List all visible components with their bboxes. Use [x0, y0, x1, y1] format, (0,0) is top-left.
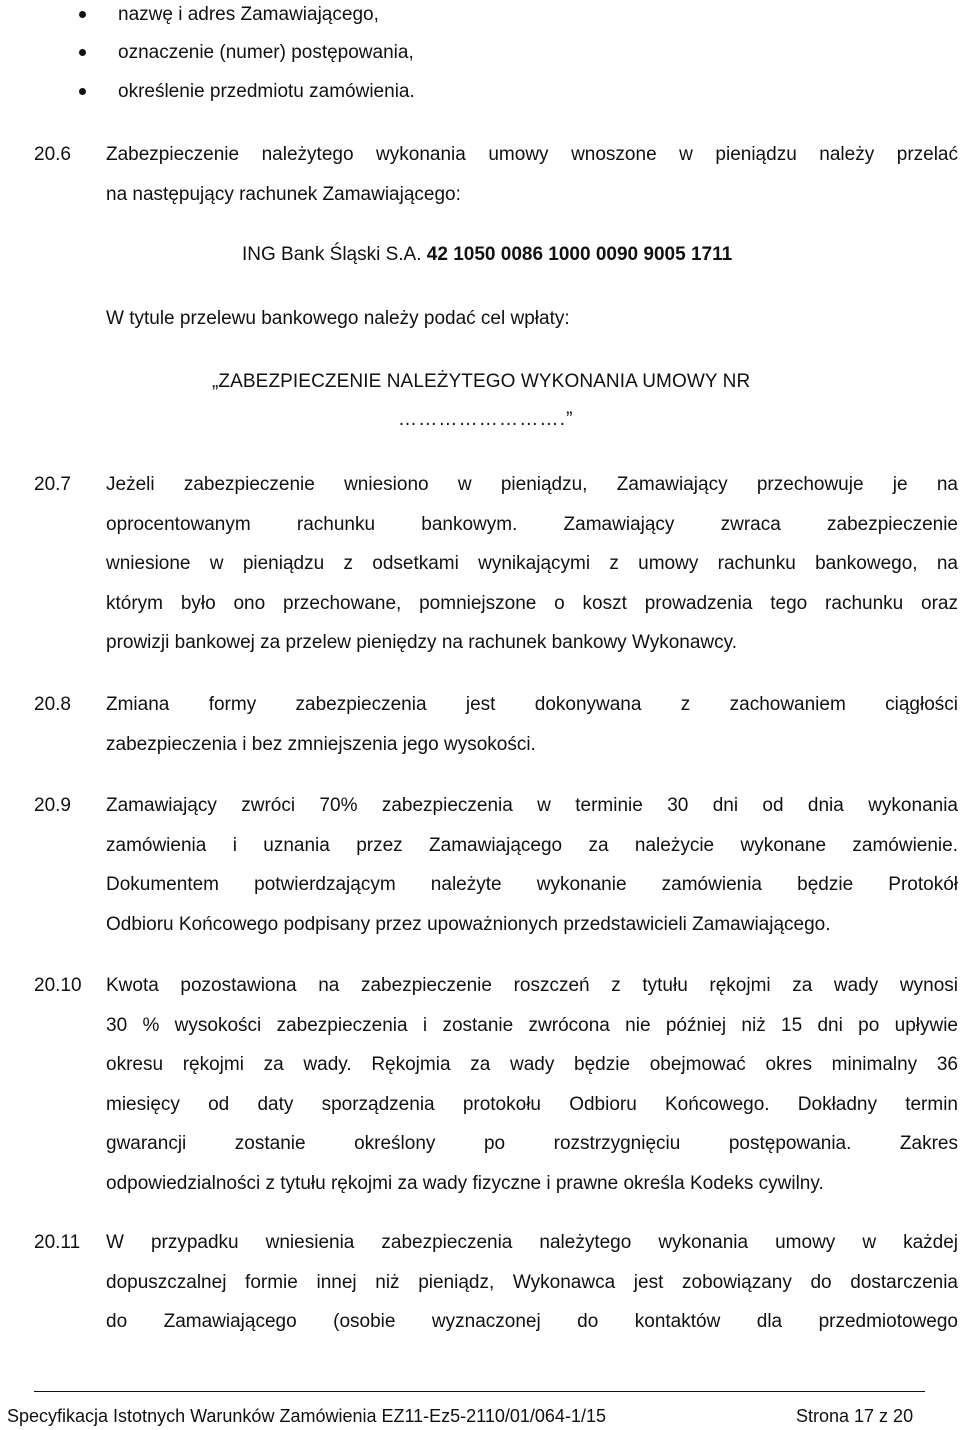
section-number: 20.7 — [34, 474, 71, 495]
section-20-7-paragraph — [106, 465, 958, 663]
paragraph-line: oprocentowanym rachunku bankowym. Zamawiający zwraca zabezpieczenie — [106, 513, 958, 535]
section-number: 20.8 — [34, 694, 71, 715]
paragraph-line: W przypadku wniesienia zabezpieczenia należytego wykonania umowy w każdej — [106, 1232, 958, 1253]
bullet-text: nazwę i adres Zamawiającego, — [118, 4, 379, 25]
paragraph-line: odpowiedzialności z tytułu rękojmi za wady fizyczne i prawne określa Kodeks cywilny. — [106, 1172, 824, 1194]
bullet-dot-icon — [79, 49, 86, 56]
paragraph-line: Odbioru Końcowego podpisany przez upoważnionych przedstawicieli Zamawiającego. — [106, 913, 831, 935]
paragraph-line: 30 % wysokości zabezpieczenia i zostanie zwrócona nie później niż 15 dni po upływie — [106, 1014, 958, 1036]
paragraph-line: wniesione w pieniądzu z odsetkami wynikającymi z umowy rachunku bankowego, na — [106, 553, 958, 574]
paragraph-line: zamówienia i uznania przez Zamawiającego za należycie wykonane zamówienie. — [106, 834, 958, 856]
paragraph-line: Zamawiający zwróci 70% zabezpieczenia w terminie 30 dni od dnia wykonania — [106, 795, 958, 816]
section-number: 20.9 — [34, 795, 71, 816]
section-20-9-paragraph — [106, 786, 958, 944]
transfer-dots: …………………….” — [398, 409, 574, 430]
paragraph-line: którym było ono przechowane, pomniejszone o koszt prowadzenia tego rachunku oraz — [106, 592, 958, 614]
paragraph-line: na następujący rachunek Zamawiającego: — [106, 183, 461, 205]
transfer-label: W tytule przelewu bankowego należy podać cel wpłaty: — [106, 308, 570, 329]
section-20-10-paragraph — [106, 966, 958, 1203]
paragraph-line: gwarancji zostanie określony po rozstrzygnięciu postępowania. Zakres — [106, 1133, 958, 1154]
account-number: 42 1050 0086 1000 0090 9005 1711 — [426, 244, 733, 265]
section-20-11-paragraph — [106, 1223, 958, 1342]
paragraph-line: dopuszczalnej formie innej niż pieniądz, Wykonawca jest zobowiązany do dostarczenia — [106, 1271, 958, 1293]
paragraph-line: Dokumentem potwierdzającym należyte wykonanie zamówienia będzie Protokół — [106, 874, 958, 895]
paragraph-line: Jeżeli zabezpieczenie wniesiono w pieniądzu, Zamawiający przechowuje je na — [106, 474, 958, 495]
paragraph-line: miesięcy od daty sporządzenia protokołu Odbioru Końcowego. Dokładny termin — [106, 1093, 958, 1115]
bullet-item — [0, 0, 960, 30]
bank-account — [242, 244, 732, 266]
transfer-title: „ZABEZPIECZENIE NALEŻYTEGO WYKONANIA UMOWY NR — [212, 371, 751, 392]
footer-divider — [34, 1391, 925, 1392]
paragraph-line: Zmiana formy zabezpieczenia jest dokonywana z zachowaniem ciągłości — [106, 694, 958, 715]
bank-name: ING Bank Śląski S.A. — [242, 244, 422, 265]
footer-page-number: Strona 17 z 20 — [796, 1406, 914, 1426]
section-20-6-paragraph — [106, 135, 958, 214]
paragraph-line: do Zamawiającego (osobie wyznaczonej do kontaktów dla przedmiotowego — [106, 1311, 958, 1332]
section-20-8-paragraph — [106, 685, 958, 764]
footer-document-title: Specyfikacja Istotnych Warunków Zamówienia EZ11-Ez5-2110/01/064-1/15 — [7, 1406, 606, 1426]
paragraph-line: zabezpieczenia i bez zmniejszenia jego wysokości. — [106, 733, 536, 755]
bullet-item — [0, 38, 960, 68]
section-number: 20.11 — [34, 1232, 81, 1253]
bullet-text: określenie przedmiotu zamówienia. — [118, 81, 415, 102]
bullet-text: oznaczenie (numer) postępowania, — [118, 42, 414, 63]
paragraph-line: okresu rękojmi za wady. Rękojmia za wady będzie obejmować okres minimalny 36 — [106, 1054, 958, 1075]
bullet-dot-icon — [79, 88, 86, 95]
bullet-item — [0, 77, 960, 107]
paragraph-line: Zabezpieczenie należytego wykonania umowy wnoszone w pieniądzu należy przelać — [106, 144, 958, 165]
paragraph-line: Kwota pozostawiona na zabezpieczenie roszczeń z tytułu rękojmi za wady wynosi — [106, 975, 958, 996]
section-number: 20.10 — [34, 975, 82, 996]
paragraph-line: prowizji bankowej za przelew pieniędzy na rachunek bankowy Wykonawcy. — [106, 632, 738, 653]
bullet-dot-icon — [79, 11, 86, 18]
section-number: 20.6 — [34, 144, 71, 165]
